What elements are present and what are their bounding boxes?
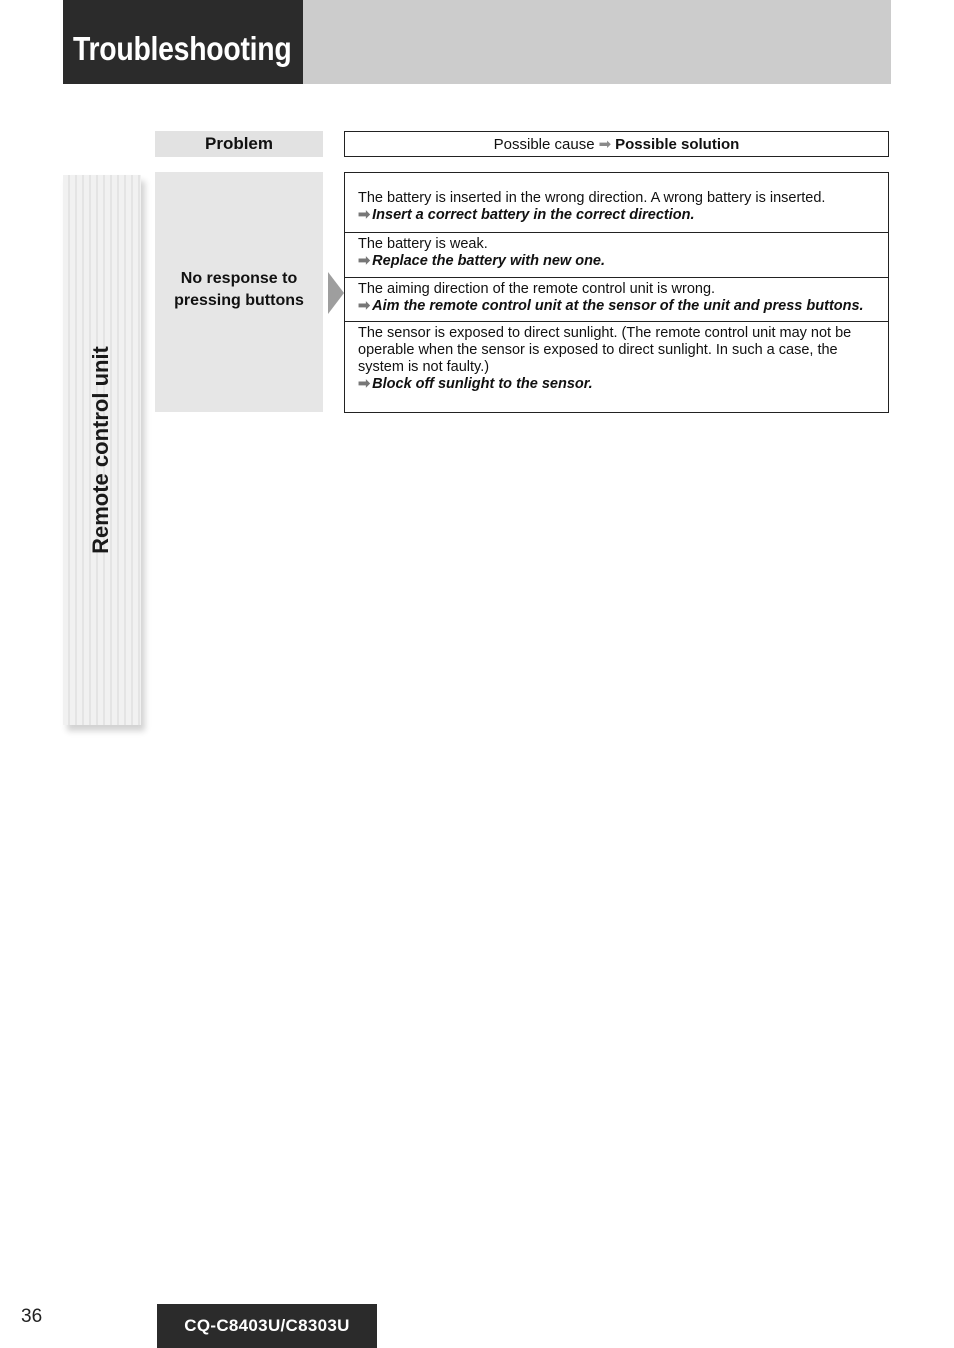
solution-text xyxy=(358,298,888,315)
solution-label: Replace the battery with new one. xyxy=(372,253,606,269)
triangle-pointer-icon xyxy=(328,272,344,314)
cause-text: The battery is weak. xyxy=(358,236,488,252)
problem-header-label: Problem xyxy=(204,134,274,153)
solution-text xyxy=(358,207,888,224)
cause-row xyxy=(345,232,888,277)
title-box xyxy=(63,0,303,84)
cause-text: The sensor is exposed to direct sunlight. (The remote control unit may not be operable when the sensor is exposed to direct sunlight. In such a case, the system is not faulty.) xyxy=(358,325,852,375)
cause-text: The battery is inserted in the wrong direction. A wrong battery is inserted. xyxy=(358,190,826,206)
page-title: Troubleshooting xyxy=(73,30,292,67)
right-arrow-icon: ➡ xyxy=(358,298,371,314)
cause-row xyxy=(345,321,888,412)
cause-solution-column-header xyxy=(344,131,889,157)
section-tab-label: Remote control unit xyxy=(88,346,113,554)
model-number: CQ-C8403U/C8303U xyxy=(184,1316,350,1335)
cause-row xyxy=(345,277,888,321)
right-arrow-icon: ➡ xyxy=(358,253,371,269)
solution-box xyxy=(344,172,889,413)
cause-row xyxy=(345,173,888,232)
right-arrow-icon: ➡ xyxy=(358,376,371,392)
cause-header-label: Possible cause xyxy=(493,135,595,153)
solution-label: Aim the remote control unit at the sensor of the unit and press buttons. xyxy=(372,298,864,314)
section-tab xyxy=(63,175,141,725)
right-arrow-icon: ➡ xyxy=(358,207,371,223)
solution-text xyxy=(358,376,880,393)
problem-text: No response to pressing buttons xyxy=(174,270,304,309)
problem-column-header xyxy=(155,131,323,157)
solution-text xyxy=(358,253,888,270)
solution-label: Block off sunlight to the sensor. xyxy=(372,376,593,392)
problem-cell xyxy=(155,172,323,412)
model-number-badge xyxy=(157,1304,377,1348)
right-arrow-icon: ➡ xyxy=(598,136,612,153)
solution-label: Insert a correct battery in the correct direction. xyxy=(372,207,695,223)
page-number: 36 xyxy=(21,1306,43,1327)
cause-text: The aiming direction of the remote control unit is wrong. xyxy=(358,281,716,297)
solution-header-label: Possible solution xyxy=(615,135,740,153)
